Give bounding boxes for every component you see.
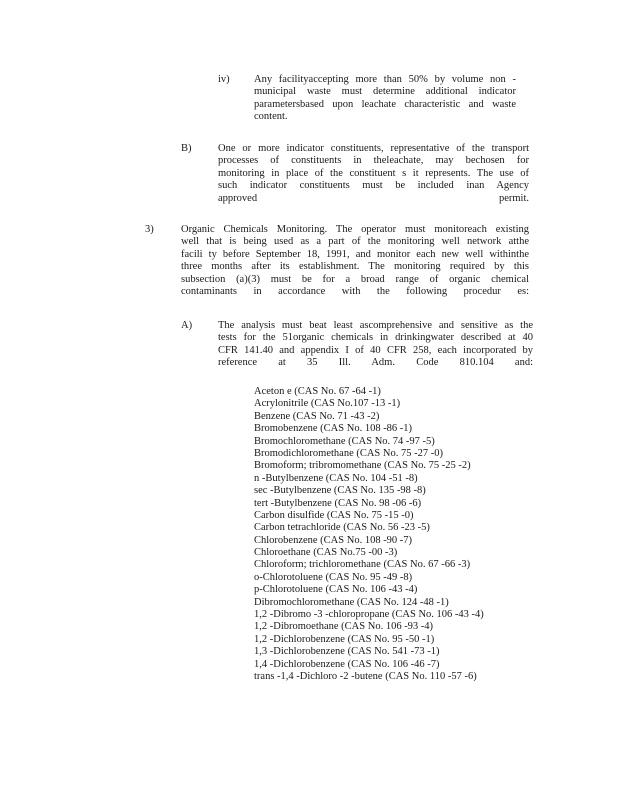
- list-item: 1,3 -Dichlorobenzene (CAS No. 541 -73 -1): [254, 646, 440, 658]
- item-3-line: contaminants in accordance with the following procedur es:: [181, 286, 529, 298]
- list-item: Bromoform; tribromomethane (CAS No. 75 -25 -2): [254, 460, 471, 472]
- item-b-line: monitoring in place of the constituent s it represents. The use of: [218, 167, 529, 179]
- list-item: tert -Butylbenzene (CAS No. 98 -06 -6): [254, 497, 422, 509]
- list-item: 1,2 -Dibromoethane (CAS No. 106 -93 -4): [254, 621, 434, 633]
- item-3-line: subsection (a)(3) must be for a broad range of organic chemical: [181, 273, 529, 285]
- chemical-list: [254, 386, 544, 683]
- item-iv-line: parametersbased upon leachate characteristic and waste: [254, 98, 516, 110]
- item-3-line: Organic Chemicals Monitoring. The operator must monitoreach existing: [181, 224, 529, 235]
- list-item: Chloroethane (CAS No.75 -00 -3): [254, 547, 398, 559]
- list-item: sec -Butylbenzene (CAS No. 135 -98 -8): [254, 485, 426, 497]
- list-item: Chloroform; trichloromethane (CAS No. 67 -66 -3): [254, 559, 471, 571]
- list-item: Aceton e (CAS No. 67 -64 -1): [254, 386, 381, 397]
- list-item: 1,2 -Dibromo -3 -chloropropane (CAS No. 106 -43 -4): [254, 609, 484, 621]
- item-iv-marker: iv): [218, 74, 230, 85]
- list-item: 1,2 -Dichlorobenzene (CAS No. 95 -50 -1): [254, 633, 435, 645]
- list-item: n -Butylbenzene (CAS No. 104 -51 -8): [254, 472, 418, 484]
- item-iv-line: content.: [254, 111, 288, 123]
- list-item: trans -1,4 -Dichloro -2 -butene (CAS No. 110 -57 -6): [254, 670, 477, 682]
- item-iv-line: municipal waste must determine additional indicator: [254, 86, 516, 98]
- item-a-line: reference at 35 Ill. Adm. Code 810.104 and:: [218, 357, 533, 369]
- list-item: o-Chlorotoluene (CAS No. 95 -49 -8): [254, 571, 413, 583]
- item-a-text: [218, 320, 533, 370]
- list-item: p-Chlorotoluene (CAS No. 106 -43 -4): [254, 584, 418, 596]
- item-a-line: The analysis must beat least ascomprehensive and sensitive as the: [218, 320, 533, 331]
- list-item: 1,4 -Dichlorobenzene (CAS No. 106 -46 -7): [254, 658, 440, 670]
- list-item: Carbon tetrachloride (CAS No. 56 -23 -5): [254, 522, 430, 534]
- list-item: Bromochloromethane (CAS No. 74 -97 -5): [254, 435, 435, 447]
- list-item: Acrylonitrile (CAS No.107 -13 -1): [254, 398, 401, 410]
- item-b-text: [218, 143, 529, 205]
- item-a-line: tests for the 51organic chemicals in drinkingwater described at 40: [218, 332, 533, 344]
- item-b-line: such indicator constituents must be included inan Agency: [218, 180, 529, 192]
- list-item: Chlorobenzene (CAS No. 108 -90 -7): [254, 534, 413, 546]
- item-b-marker: B): [181, 143, 192, 154]
- item-b-line: One or more indicator constituents, representative of the transport: [218, 143, 529, 154]
- list-item: Carbon disulfide (CAS No. 75 -15 -0): [254, 509, 414, 521]
- item-iv-text: [254, 74, 516, 124]
- item-3-marker: 3): [145, 224, 154, 235]
- list-item: Benzene (CAS No. 71 -43 -2): [254, 410, 380, 422]
- list-item: Dibromochloromethane (CAS No. 124 -48 -1): [254, 596, 449, 608]
- item-3-line: facili ty before September 18, 1991, and monitor each new well withinthe: [181, 248, 529, 260]
- item-b-line: approved permit.: [218, 192, 529, 204]
- item-3-line: three months after its establishment. The monitoring required by this: [181, 261, 529, 273]
- item-a-line: CFR 141.40 and appendix I of 40 CFR 258, each incorporated by: [218, 344, 533, 356]
- item-3-line: well that is being used as a part of the monitoring well network atthe: [181, 236, 529, 248]
- item-3-text: [181, 224, 529, 298]
- item-a-marker: A): [181, 320, 193, 331]
- item-iv-line: Any facilityaccepting more than 50% by volume non -: [254, 74, 516, 85]
- item-b-line: processes of constituents in theleachate, may bechosen for: [218, 155, 529, 167]
- list-item: Bromobenzene (CAS No. 108 -86 -1): [254, 423, 413, 435]
- list-item: Bromodichloromethane (CAS No. 75 -27 -0): [254, 447, 443, 459]
